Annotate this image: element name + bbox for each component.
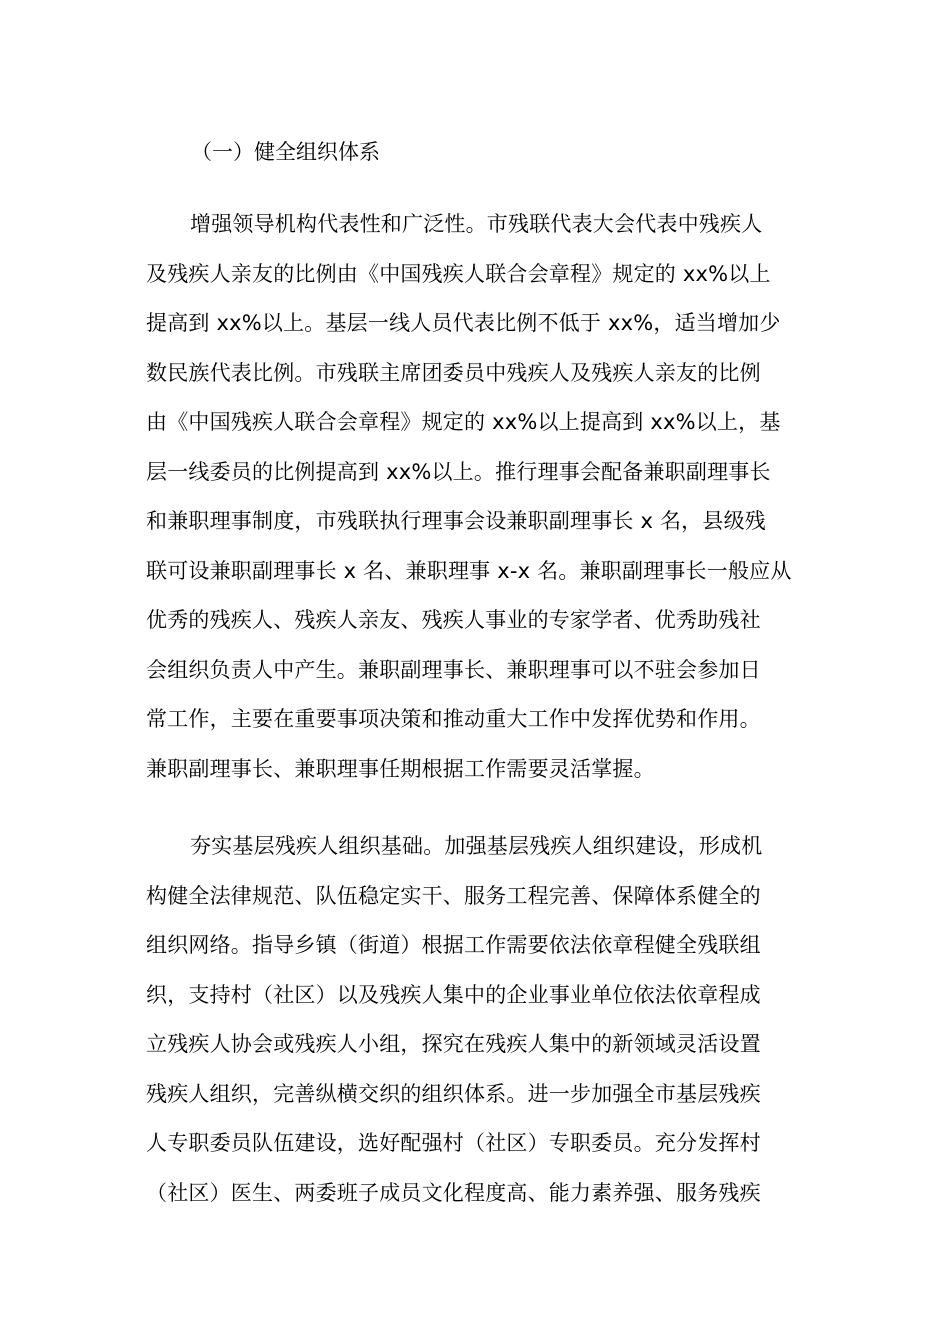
paragraph-line: 会组织负责人中产生。兼职副理事长、兼职理事可以不驻会参加日 (146, 657, 761, 682)
paragraph-line: 联可设兼职副理事长 x 名、兼职理事 x-x 名。兼职副理事长一般应从 (146, 558, 792, 583)
paragraph-line: 优秀的残疾人、残疾人亲友、残疾人事业的专家学者、优秀助残社 (146, 608, 761, 632)
paragraph-line: （社区）医生、两委班子成员文化程度高、能力素养强、服务残疾 (146, 1180, 761, 1205)
paragraph-line: 常工作，主要在重要事项决策和推动重大工作中发挥优势和作用。 (146, 707, 761, 731)
paragraph-leadership (146, 200, 806, 794)
paragraph-line: 兼职副理事长、兼职理事任期根据工作需要灵活掌握。 (146, 756, 655, 781)
paragraph-line: 夯实基层残疾人组织基础。加强基层残疾人组织建设，形成机 (190, 834, 763, 858)
paragraph-line: 及残疾人亲友的比例由《中国残疾人联合会章程》规定的 xx%以上 (146, 261, 771, 286)
paragraph-line: 由《中国残疾人联合会章程》规定的 xx%以上提高到 xx%以上，基 (146, 410, 781, 434)
paragraph-line: 和兼职理事制度，市残联执行理事会设兼职副理事长 x 名，县级残 (146, 509, 766, 533)
paragraph-grassroots (146, 822, 806, 1218)
section-heading: （一）健全组织体系 (191, 140, 380, 164)
paragraph-line: 立残疾人协会或残疾人小组，探究在残疾人集中的新领域灵活设置 (146, 1032, 761, 1056)
paragraph-line: 增强领导机构代表性和广泛性。市残联代表大会代表中残疾人 (190, 212, 763, 236)
paragraph-line: 数民族代表比例。市残联主席团委员中残疾人及残疾人亲友的比例 (146, 360, 761, 385)
paragraph-line: 层一线委员的比例提高到 xx%以上。推行理事会配备兼职副理事长 (146, 459, 771, 484)
paragraph-line: 织，支持村（社区）以及残疾人集中的企业事业单位依法依章程成 (146, 982, 761, 1007)
paragraph-line: 提高到 xx%以上。基层一线人员代表比例不低于 xx%，适当增加少 (146, 311, 781, 335)
paragraph-line: 组织网络。指导乡镇（街道）根据工作需要依法依章程健全残联组 (146, 933, 761, 957)
paragraph-line: 残疾人组织，完善纵横交织的组织体系。进一步加强全市基层残疾 (146, 1081, 761, 1106)
paragraph-line: 构健全法律规范、队伍稳定实干、服务工程完善、保障体系健全的 (146, 883, 761, 908)
paragraph-line: 人专职委员队伍建设，选好配强村（社区）专职委员。充分发挥村 (146, 1131, 761, 1155)
